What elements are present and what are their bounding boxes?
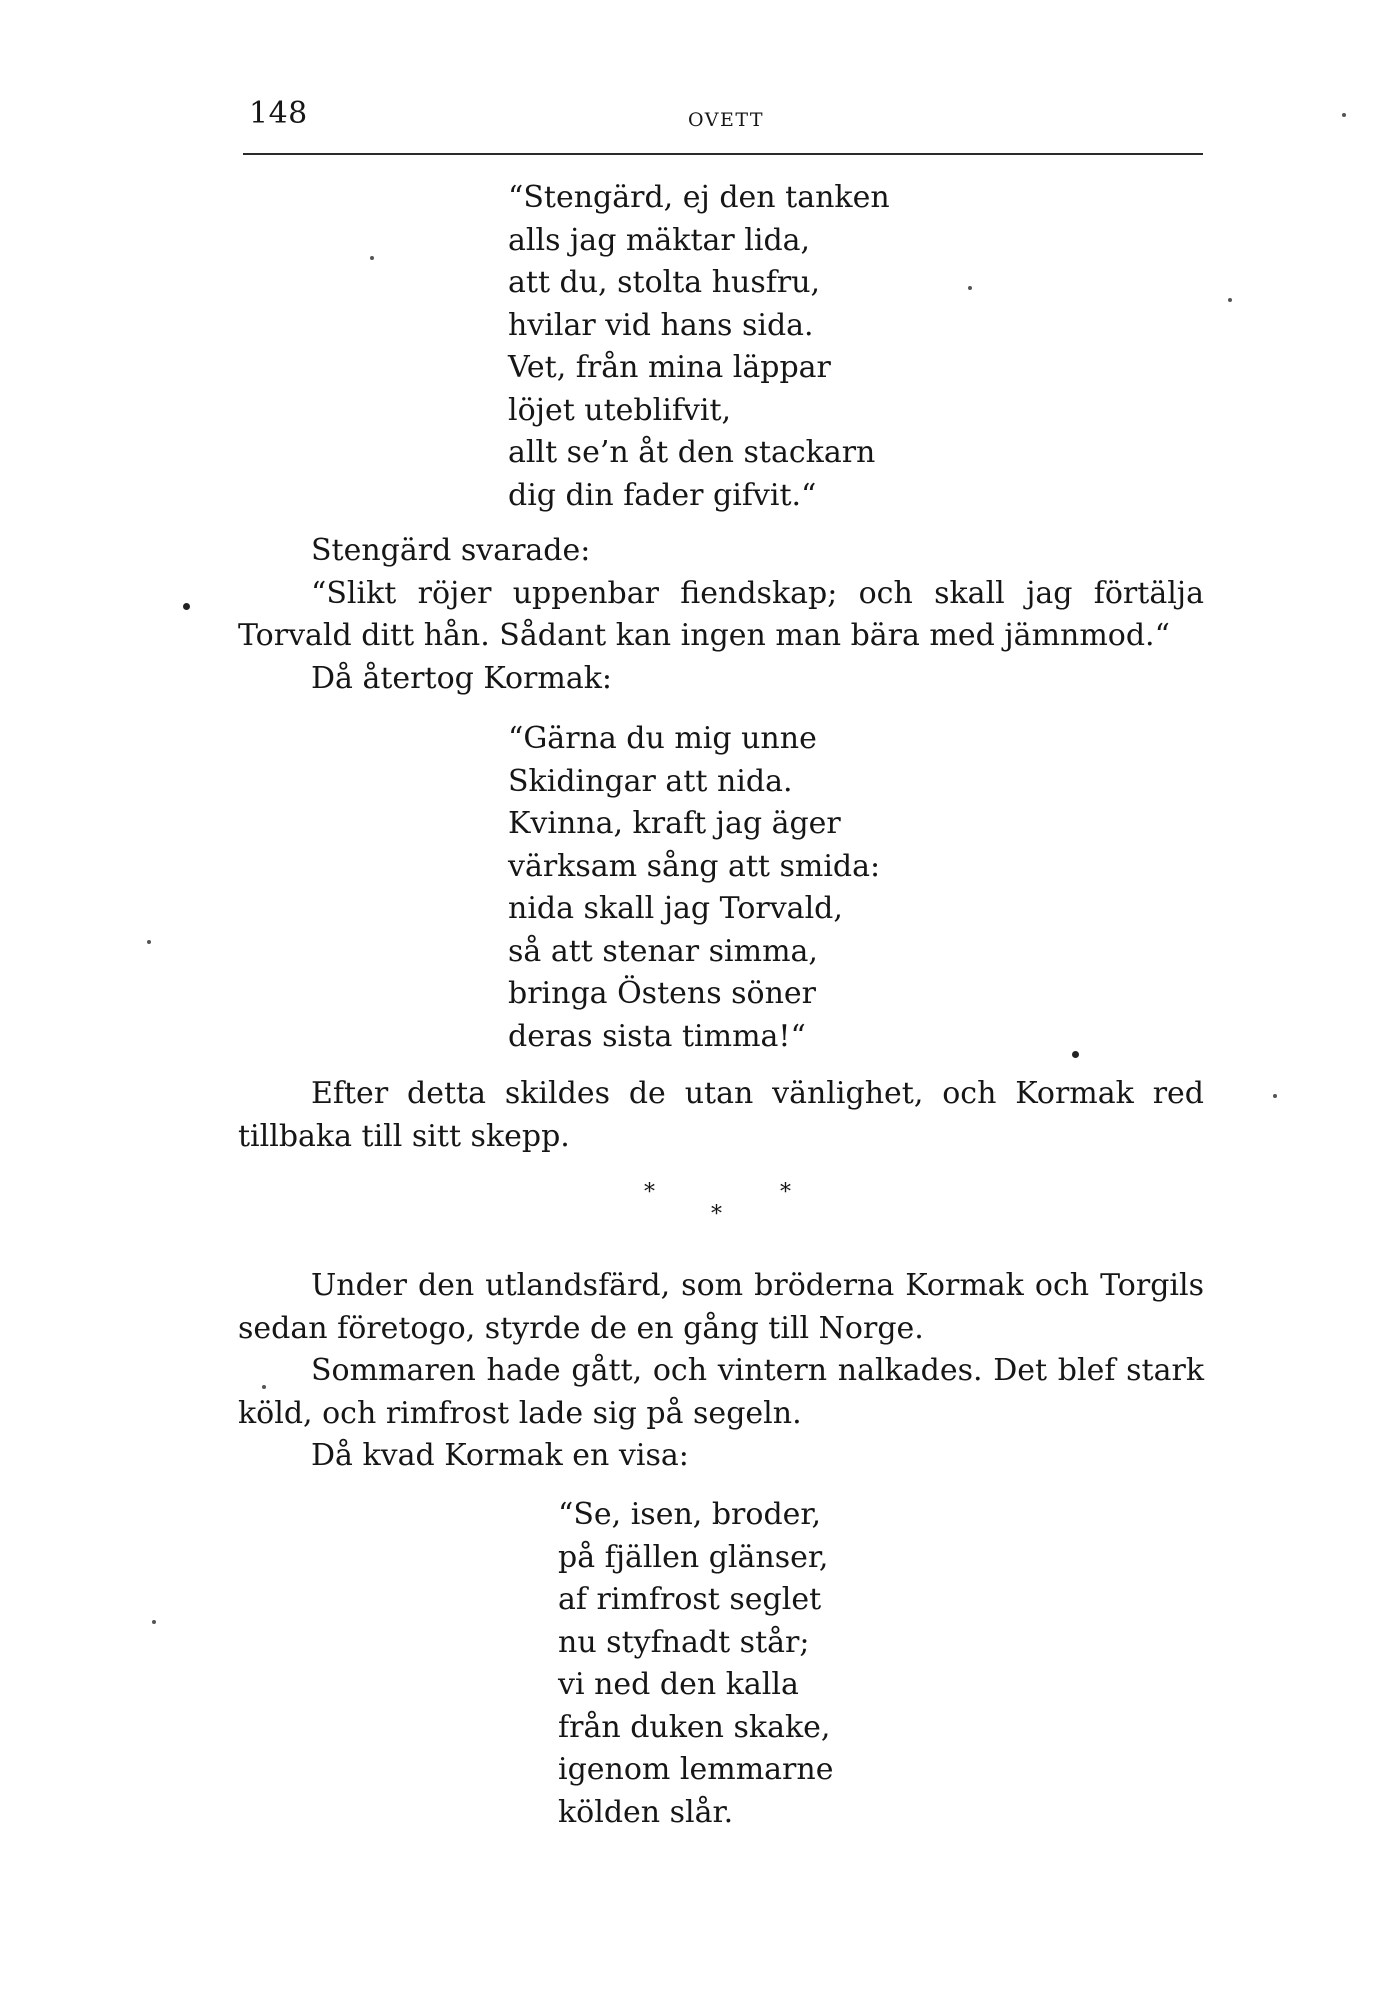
scan-speck	[1072, 1051, 1079, 1058]
verse-line: löjet uteblifvit,	[508, 392, 732, 428]
verse-line: hvilar vid hans sida.	[508, 307, 814, 343]
verse-line: Kvinna, kraft jag äger	[508, 806, 841, 841]
prose-block-1	[238, 530, 1204, 700]
section-break-asterism	[0, 1180, 1400, 1260]
paragraph: Sommaren hade gått, och vintern nalkades. Det blef stark köld, och rimfrost lade sig på segeln.	[238, 1353, 1204, 1431]
verse-line: bringa Östens söner	[508, 976, 817, 1011]
scan-speck	[152, 1620, 156, 1624]
verse-line: af rimfrost seglet	[558, 1582, 822, 1617]
paragraph: Efter detta skildes de utan vänlighet, och Kormak red tillbaka till sitt skepp.	[238, 1076, 1204, 1154]
scan-speck	[1273, 1094, 1277, 1098]
verse-line: att du, stolta husfru,	[508, 265, 821, 300]
scan-speck	[370, 256, 374, 260]
running-head: OVETT	[688, 109, 765, 131]
verse-line: allt se’n åt den stackarn	[508, 435, 876, 470]
verse-line: från duken skake,	[558, 1709, 831, 1745]
prose-block-2	[238, 1073, 1204, 1158]
verse-line: kölden slår.	[558, 1794, 734, 1830]
prose-block-3	[238, 1265, 1204, 1478]
verse-line: “Se, isen, broder,	[558, 1497, 821, 1532]
scan-speck	[147, 940, 151, 944]
paragraph: Stengärd svarade:	[311, 533, 591, 568]
scan-speck	[183, 603, 190, 610]
scan-speck	[1228, 298, 1232, 302]
verse-line: deras sista timma!“	[508, 1018, 806, 1054]
verse-line: på fjällen glänser,	[558, 1539, 829, 1575]
asterism-star: *	[711, 1202, 722, 1227]
scan-speck	[1342, 113, 1346, 117]
verse-line: dig din fader gifvit.“	[508, 477, 817, 513]
asterism-star: *	[780, 1180, 791, 1205]
paragraph: Under den utlandsfärd, som bröderna Kormak och Torgils sedan företogo, styrde de en gång till Norge.	[238, 1268, 1204, 1346]
verse-line: vi ned den kalla	[558, 1667, 799, 1702]
paragraph: Då återtog Kormak:	[311, 660, 612, 696]
verse-line: igenom lemmarne	[558, 1752, 834, 1787]
scan-speck	[968, 286, 972, 290]
verse-line: värksam sång att smida:	[508, 848, 881, 884]
verse-line: så att stenar simma,	[508, 933, 818, 969]
asterism-star: *	[644, 1180, 655, 1205]
verse-line: Vet, från mina läppar	[508, 350, 831, 385]
header-rule	[243, 153, 1203, 155]
verse-stanza-2	[508, 718, 880, 1058]
verse-line: “Stengärd, ej den tanken	[508, 180, 890, 215]
verse-line: nida skall jag Torvald,	[508, 891, 843, 926]
verse-line: alls jag mäktar lida,	[508, 222, 811, 258]
verse-stanza-1	[508, 177, 890, 517]
verse-line: nu styfnadt står;	[558, 1624, 810, 1660]
page-number: 148	[249, 96, 308, 131]
scan-speck	[262, 1385, 266, 1389]
page-header	[243, 96, 1203, 136]
paragraph: “Slikt röjer uppenbar fiendskap; och skall jag förtälja Torvald ditt hån. Sådant kan ingen man bära med jämnmod.“	[238, 575, 1204, 653]
verse-stanza-3	[558, 1494, 833, 1834]
verse-line: “Gärna du mig unne	[508, 721, 817, 756]
verse-line: Skidingar att nida.	[508, 763, 793, 799]
paragraph: Då kvad Kormak en visa:	[311, 1438, 689, 1473]
